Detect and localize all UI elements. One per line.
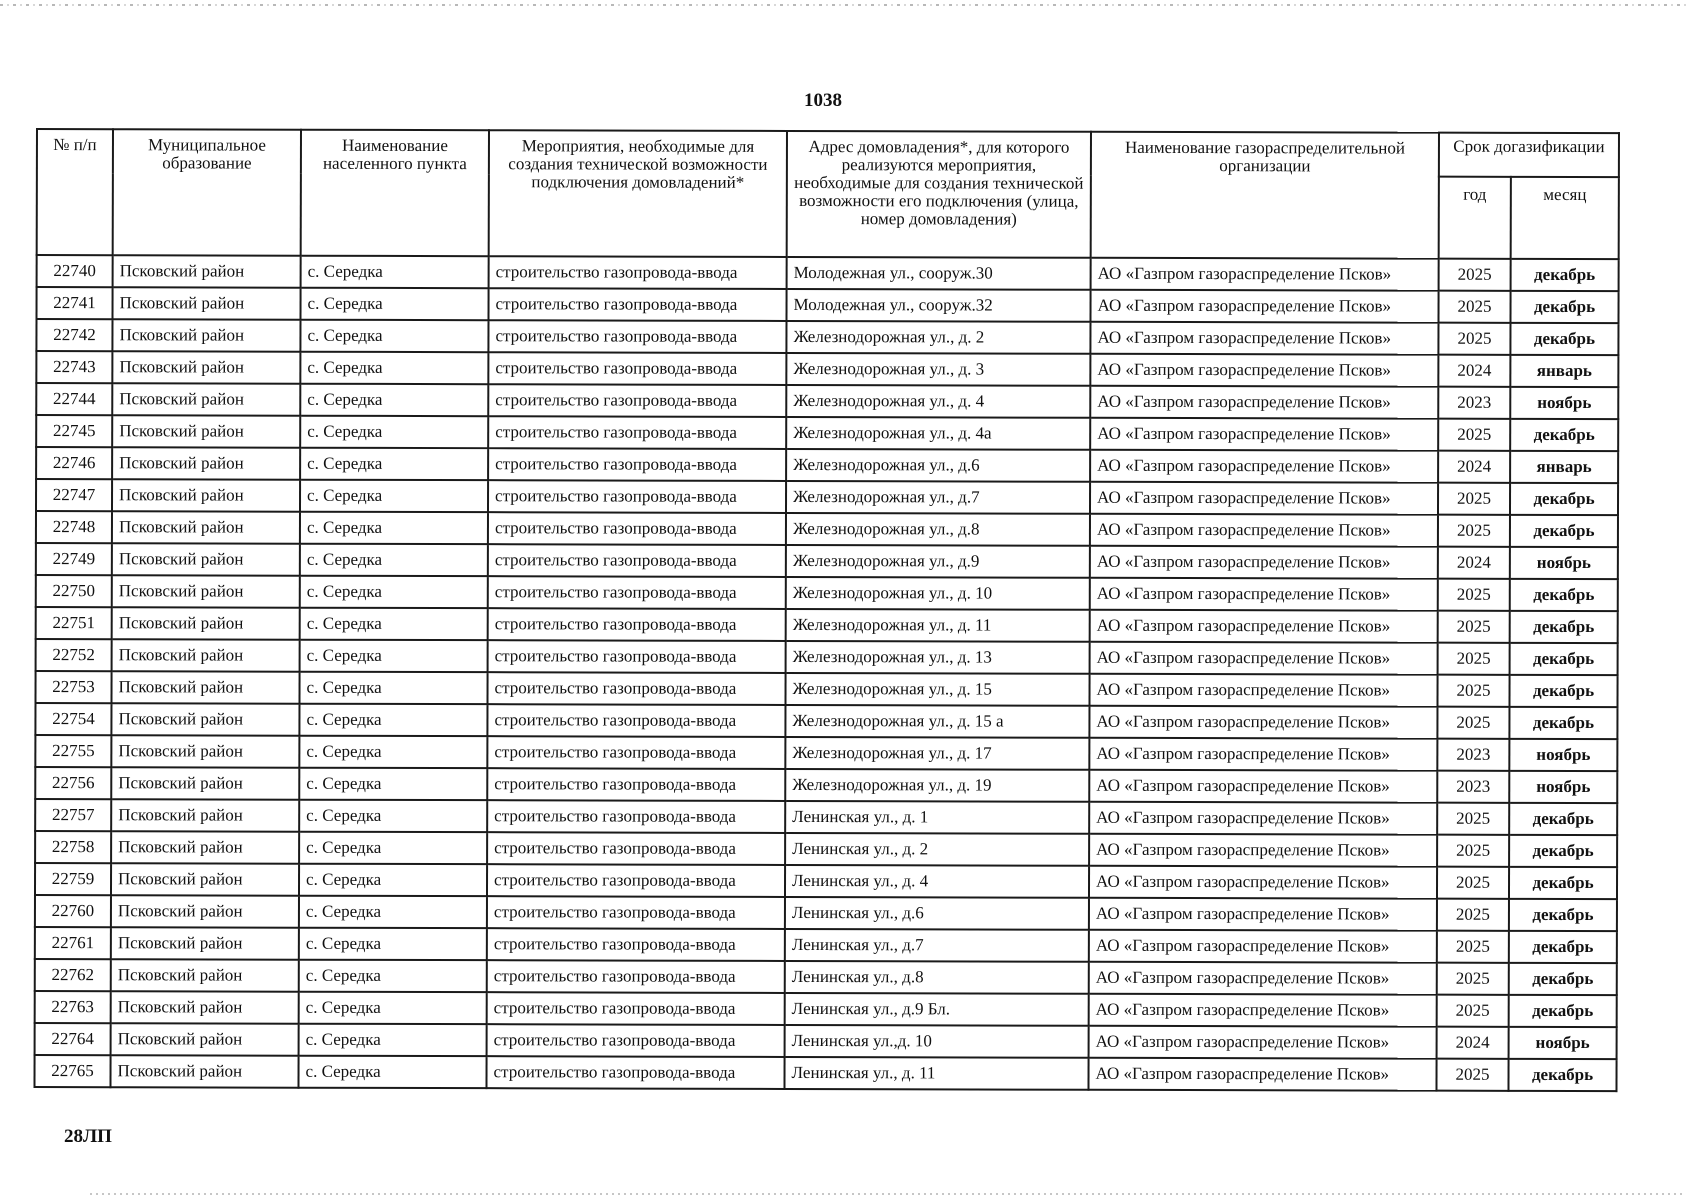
cell-address: Железнодорожная ул., д. 19 [785,769,1089,802]
cell-organization: АО «Газпром газораспределение Псков» [1090,386,1438,419]
cell-settlement: с. Середка [300,608,488,640]
cell-settlement: с. Середка [300,544,488,576]
cell-month: декабрь [1509,899,1617,931]
cell-num: 22757 [35,799,111,831]
cell-measures: строительство газопровода-ввода [488,480,786,513]
gasification-table [33,128,1620,1092]
cell-settlement: с. Середка [300,640,488,672]
cell-num: 22761 [35,927,111,959]
table-row [35,671,1617,707]
cell-measures: строительство газопровода-ввода [488,384,786,417]
cell-month: декабрь [1510,515,1618,547]
cell-measures: строительство газопровода-ввода [487,704,785,737]
cell-municipality: Псковский район [111,863,299,895]
cell-municipality: Псковский район [112,575,300,607]
cell-municipality: Псковский район [111,991,299,1023]
cell-num: 22756 [35,767,111,799]
cell-num: 22744 [36,383,112,415]
header-row-1 [37,129,1619,177]
table-row [36,639,1618,675]
cell-year: 2025 [1438,611,1510,643]
cell-settlement: с. Середка [300,512,488,544]
cell-organization: АО «Газпром газораспределение Псков» [1090,514,1438,547]
cell-municipality: Псковский район [111,927,299,959]
cell-address: Ленинская ул., д.7 [785,929,1089,962]
cell-year: 2024 [1438,451,1510,483]
cell-measures: строительство газопровода-ввода [487,672,785,705]
cell-month: декабрь [1510,643,1618,675]
cell-organization: АО «Газпром газораспределение Псков» [1088,1058,1436,1091]
header-measures: Мероприятия, необходимые для создания технической возможности подключения домовладений* [489,130,787,257]
footer-mark: 28ЛП [64,1126,112,1147]
cell-year: 2025 [1438,643,1510,675]
cell-measures: строительство газопровода-ввода [487,928,785,961]
cell-measures: строительство газопровода-ввода [487,864,785,897]
header-address: Адрес домовладения*, для которого реализуются мероприятия, необходимые для создания технической возможности его подключения (улица, номер домовладения) [787,131,1091,258]
cell-year: 2024 [1438,355,1510,387]
cell-measures: строительство газопровода-ввода [488,352,786,385]
cell-measures: строительство газопровода-ввода [488,448,786,481]
cell-address: Железнодорожная ул., д. 4а [786,417,1090,450]
cell-municipality: Псковский район [111,831,299,863]
table-row [36,607,1618,643]
cell-num: 22763 [35,991,111,1023]
cell-address: Ленинская ул., д.8 [785,961,1089,994]
cell-num: 22749 [36,543,112,575]
cell-municipality: Псковский район [111,703,299,735]
cell-settlement: с. Середка [299,896,487,928]
cell-num: 22745 [36,415,112,447]
cell-measures: строительство газопровода-ввода [488,576,786,609]
cell-organization: АО «Газпром газораспределение Псков» [1090,322,1438,355]
cell-municipality: Псковский район [113,255,301,287]
cell-organization: АО «Газпром газораспределение Псков» [1090,354,1438,387]
cell-organization: АО «Газпром газораспределение Псков» [1090,546,1438,579]
cell-year: 2025 [1437,963,1509,995]
cell-municipality: Псковский район [112,639,300,671]
cell-municipality: Псковский район [112,607,300,639]
table-row [34,1055,1616,1091]
cell-month: декабрь [1509,931,1617,963]
cell-settlement: с. Середка [299,960,487,992]
cell-measures: строительство газопровода-ввода [487,896,785,929]
cell-settlement: с. Середка [301,256,489,288]
cell-measures: строительство газопровода-ввода [488,288,786,321]
cell-municipality: Псковский район [112,511,300,543]
cell-address: Железнодорожная ул., д.6 [786,449,1090,482]
table-row [35,863,1617,899]
page-number: 1038 [804,90,842,111]
cell-year: 2025 [1437,931,1509,963]
cell-settlement: с. Середка [300,448,488,480]
cell-year: 2023 [1437,739,1509,771]
cell-settlement: с. Середка [298,1056,486,1088]
cell-measures: строительство газопровода-ввода [488,320,786,353]
cell-settlement: с. Середка [300,576,488,608]
cell-organization: АО «Газпром газораспределение Псков» [1089,962,1437,995]
cell-measures: строительство газопровода-ввода [488,640,786,673]
cell-measures: строительство газопровода-ввода [487,1024,785,1057]
cell-address: Ленинская ул., д. 11 [784,1057,1088,1090]
cell-settlement: с. Середка [299,864,487,896]
cell-num: 22762 [35,959,111,991]
cell-settlement: с. Середка [299,736,487,768]
cell-year: 2025 [1437,995,1509,1027]
header-organization: Наименование газораспределительной организации [1091,132,1439,259]
cell-num: 22754 [35,703,111,735]
cell-organization: АО «Газпром газораспределение Псков» [1090,450,1438,483]
header-municipality: Муниципальное образование [113,129,301,255]
cell-organization: АО «Газпром газораспределение Псков» [1089,898,1437,931]
cell-organization: АО «Газпром газораспределение Псков» [1089,1026,1437,1059]
cell-year: 2025 [1437,835,1509,867]
table-row [35,767,1617,803]
cell-measures: строительство газопровода-ввода [488,416,786,449]
cell-municipality: Псковский район [112,447,300,479]
cell-year: 2025 [1438,291,1510,323]
cell-num: 22753 [35,671,111,703]
cell-settlement: с. Середка [299,928,487,960]
cell-num: 22764 [35,1023,111,1055]
cell-organization: АО «Газпром газораспределение Псков» [1089,770,1437,803]
header-year: год [1439,177,1511,259]
cell-address: Железнодорожная ул., д. 15 а [785,705,1089,738]
cell-municipality: Псковский район [112,319,300,351]
cell-measures: строительство газопровода-ввода [487,736,785,769]
table-header [37,129,1619,259]
cell-year: 2025 [1438,515,1510,547]
cell-municipality: Псковский район [112,543,300,575]
cell-year: 2025 [1439,259,1511,291]
cell-num: 22742 [36,319,112,351]
cell-month: декабрь [1509,803,1617,835]
cell-month: декабрь [1509,867,1617,899]
cell-organization: АО «Газпром газораспределение Псков» [1090,610,1438,643]
cell-num: 22760 [35,895,111,927]
cell-organization: АО «Газпром газораспределение Псков» [1089,674,1437,707]
cell-organization: АО «Газпром газораспределение Псков» [1090,482,1438,515]
cell-organization: АО «Газпром газораспределение Псков» [1089,930,1437,963]
cell-municipality: Псковский район [111,959,299,991]
cell-measures: строительство газопровода-ввода [487,768,785,801]
cell-organization: АО «Газпром газораспределение Псков» [1089,802,1437,835]
header-settlement: Наименование населенного пункта [301,130,489,256]
cell-address: Железнодорожная ул., д. 17 [785,737,1089,770]
table-container [33,128,1618,1092]
table-row [36,319,1618,355]
cell-address: Железнодорожная ул., д. 15 [785,673,1089,706]
table-row [36,351,1618,387]
cell-address: Железнодорожная ул., д. 3 [786,353,1090,386]
cell-address: Молодежная ул., сооруж.30 [787,257,1091,290]
cell-organization: АО «Газпром газораспределение Псков» [1089,866,1437,899]
cell-municipality: Псковский район [111,671,299,703]
cell-num: 22751 [36,607,112,639]
table-row [35,959,1617,995]
table-row [36,287,1618,323]
cell-num: 22740 [37,255,113,287]
cell-settlement: с. Середка [299,672,487,704]
table-row [36,415,1618,451]
cell-month: ноябрь [1510,387,1618,419]
cell-municipality: Псковский район [112,415,300,447]
cell-year: 2024 [1437,1027,1509,1059]
cell-month: декабрь [1508,1059,1616,1091]
cell-settlement: с. Середка [300,288,488,320]
cell-settlement: с. Середка [299,800,487,832]
cell-municipality: Псковский район [112,287,300,319]
cell-month: январь [1510,451,1618,483]
cell-num: 22743 [36,351,112,383]
cell-municipality: Псковский район [111,767,299,799]
cell-month: декабрь [1509,995,1617,1027]
cell-num: 22741 [36,287,112,319]
cell-measures: строительство газопровода-ввода [487,992,785,1025]
cell-num: 22746 [36,447,112,479]
cell-settlement: с. Середка [300,320,488,352]
scan-edge-bottom [90,1193,1686,1195]
cell-measures: строительство газопровода-ввода [487,832,785,865]
cell-address: Молодежная ул., сооруж.32 [786,289,1090,322]
table-row [35,991,1617,1027]
cell-month: декабрь [1510,323,1618,355]
cell-address: Ленинская ул., д. 1 [785,801,1089,834]
cell-month: декабрь [1511,259,1619,291]
cell-year: 2025 [1438,323,1510,355]
table-row [36,511,1618,547]
table-row [36,383,1618,419]
cell-measures: строительство газопровода-ввода [488,608,786,641]
cell-year: 2025 [1437,707,1509,739]
header-month: месяц [1511,177,1619,259]
cell-settlement: с. Середка [299,704,487,736]
cell-address: Ленинская ул., д. 2 [785,833,1089,866]
cell-year: 2025 [1438,419,1510,451]
cell-year: 2025 [1437,899,1509,931]
cell-settlement: с. Середка [300,384,488,416]
cell-organization: АО «Газпром газораспределение Псков» [1090,290,1438,323]
cell-month: декабрь [1510,611,1618,643]
cell-address: Железнодорожная ул., д.9 [786,545,1090,578]
cell-month: декабрь [1509,963,1617,995]
cell-year: 2025 [1437,803,1509,835]
cell-month: декабрь [1509,675,1617,707]
cell-month: ноябрь [1509,1027,1617,1059]
cell-year: 2025 [1437,867,1509,899]
header-term: Срок догазификации [1439,133,1619,177]
table-row [36,447,1618,483]
cell-organization: АО «Газпром газораспределение Псков» [1089,706,1437,739]
cell-municipality: Псковский район [110,1055,298,1087]
cell-year: 2023 [1438,387,1510,419]
cell-settlement: с. Середка [299,992,487,1024]
cell-num: 22759 [35,863,111,895]
cell-settlement: с. Середка [299,768,487,800]
cell-year: 2025 [1438,579,1510,611]
cell-settlement: с. Середка [300,352,488,384]
cell-address: Железнодорожная ул., д. 13 [786,641,1090,674]
cell-municipality: Псковский район [111,735,299,767]
cell-municipality: Псковский район [111,895,299,927]
cell-address: Ленинская ул., д. 4 [785,865,1089,898]
cell-measures: строительство газопровода-ввода [489,256,787,289]
table-row [35,735,1617,771]
table-row [35,895,1617,931]
cell-year: 2023 [1437,771,1509,803]
table-row [37,255,1619,291]
table-row [35,927,1617,963]
cell-measures: строительство газопровода-ввода [488,544,786,577]
cell-month: ноябрь [1510,547,1618,579]
table-row [35,703,1617,739]
cell-organization: АО «Газпром газораспределение Псков» [1089,994,1437,1027]
cell-organization: АО «Газпром газораспределение Псков» [1090,578,1438,611]
cell-address: Ленинская ул., д.6 [785,897,1089,930]
cell-month: декабрь [1509,707,1617,739]
table-row [35,799,1617,835]
table-row [35,1023,1617,1059]
table-row [35,831,1617,867]
cell-organization: АО «Газпром газораспределение Псков» [1091,258,1439,291]
cell-address: Железнодорожная ул., д. 11 [786,609,1090,642]
cell-num: 22765 [34,1055,110,1087]
cell-settlement: с. Середка [299,832,487,864]
cell-organization: АО «Газпром газораспределение Псков» [1090,418,1438,451]
scan-edge-top [0,4,1686,6]
cell-address: Ленинская ул.,д. 10 [785,1025,1089,1058]
table-row [36,479,1618,515]
cell-num: 22747 [36,479,112,511]
cell-organization: АО «Газпром газораспределение Псков» [1090,642,1438,675]
cell-month: декабрь [1510,291,1618,323]
cell-num: 22750 [36,575,112,607]
cell-organization: АО «Газпром газораспределение Псков» [1089,834,1437,867]
cell-year: 2025 [1438,483,1510,515]
cell-measures: строительство газопровода-ввода [487,960,785,993]
cell-address: Железнодорожная ул., д. 10 [786,577,1090,610]
cell-month: декабрь [1510,483,1618,515]
cell-month: декабрь [1510,419,1618,451]
cell-year: 2024 [1438,547,1510,579]
cell-month: январь [1510,355,1618,387]
table-row [36,543,1618,579]
cell-measures: строительство газопровода-ввода [486,1056,784,1089]
header-num: № п/п [37,129,113,255]
cell-month: декабрь [1510,579,1618,611]
cell-settlement: с. Середка [300,416,488,448]
cell-month: ноябрь [1509,739,1617,771]
cell-address: Железнодорожная ул., д. 4 [786,385,1090,418]
cell-address: Железнодорожная ул., д.7 [786,481,1090,514]
cell-municipality: Псковский район [112,351,300,383]
table-body [34,255,1618,1091]
cell-num: 22755 [35,735,111,767]
cell-month: ноябрь [1509,771,1617,803]
cell-address: Железнодорожная ул., д. 2 [786,321,1090,354]
cell-settlement: с. Середка [299,1024,487,1056]
cell-num: 22752 [36,639,112,671]
cell-address: Ленинская ул., д.9 Бл. [785,993,1089,1026]
cell-month: декабрь [1509,835,1617,867]
cell-municipality: Псковский район [112,383,300,415]
cell-municipality: Псковский район [112,479,300,511]
cell-measures: строительство газопровода-ввода [488,512,786,545]
cell-year: 2025 [1437,675,1509,707]
cell-year: 2025 [1436,1059,1508,1091]
cell-num: 22758 [35,831,111,863]
table-row [36,575,1618,611]
cell-settlement: с. Середка [300,480,488,512]
cell-municipality: Псковский район [111,799,299,831]
cell-address: Железнодорожная ул., д.8 [786,513,1090,546]
cell-num: 22748 [36,511,112,543]
cell-municipality: Псковский район [111,1023,299,1055]
cell-measures: строительство газопровода-ввода [487,800,785,833]
cell-organization: АО «Газпром газораспределение Псков» [1089,738,1437,771]
